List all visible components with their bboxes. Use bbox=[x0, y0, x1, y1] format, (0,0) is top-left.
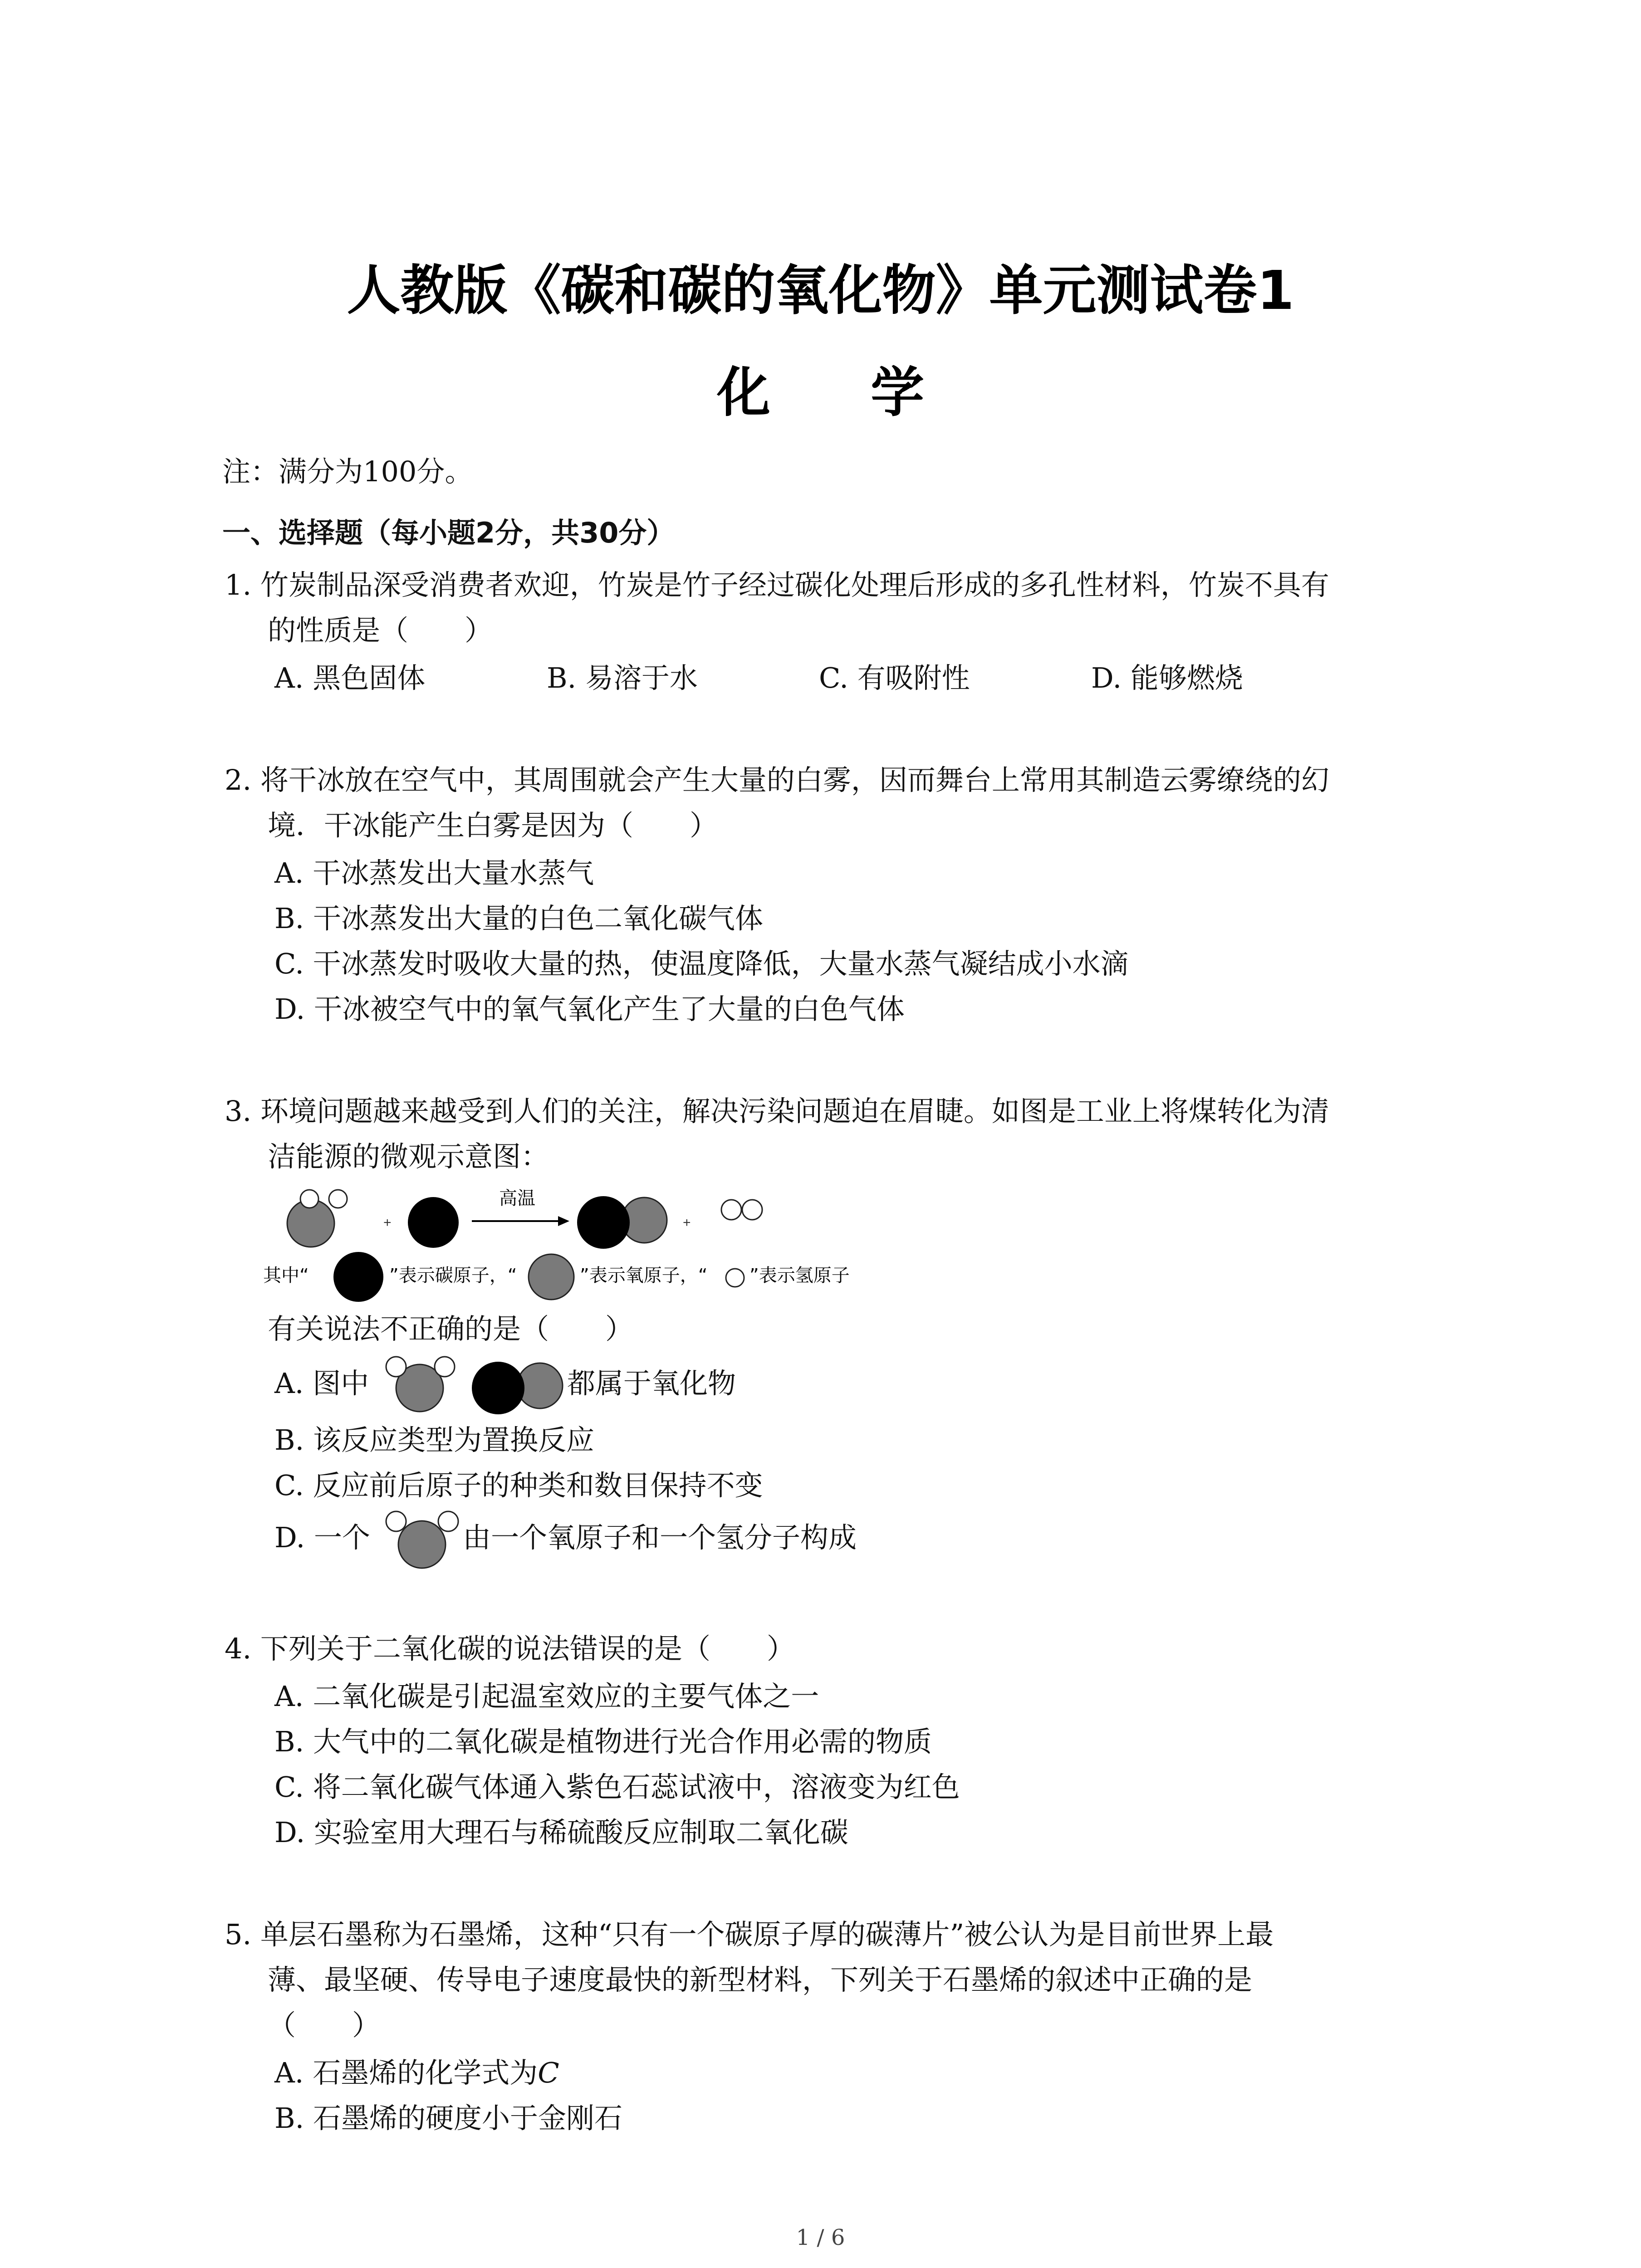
q4-option-d: D. 实验室用大理石与稀硫酸反应制取二氧化碳 bbox=[274, 1816, 848, 1849]
q2-option-c: C. 干冰蒸发时吸收大量的热，使温度降低，大量水蒸气凝结成小水滴 bbox=[274, 947, 1129, 980]
q1-option-c: C. 有吸附性 bbox=[819, 661, 970, 694]
legend-hydrogen-text: ”表示氢原子 bbox=[749, 1265, 850, 1286]
document-title: 人教版《碳和碳的氧化物》单元测试卷1 bbox=[347, 259, 1294, 322]
carbon-atom-icon bbox=[408, 1197, 459, 1248]
legend-prefix: 其中“ bbox=[263, 1265, 309, 1286]
q5-option-a bbox=[274, 2055, 559, 2091]
q5-option-a-formula: C bbox=[538, 2056, 559, 2089]
reaction-diagram bbox=[254, 1177, 889, 1318]
q4-option-b: B. 大气中的二氧化碳是植物进行光合作用必需的物质 bbox=[274, 1725, 932, 1758]
q5-option-b: B. 石墨烯的硬度小于金刚石 bbox=[274, 2102, 622, 2135]
q3-option-d-text: 由一个氧原子和一个氢分子构成 bbox=[463, 1521, 857, 1554]
section-heading: 一、选择题（每小题2分，共30分） bbox=[222, 516, 675, 549]
question-5-line-2: 薄、最坚硬、传导电子速度最快的新型材料，下列关于石墨烯的叙述中正确的是 bbox=[268, 1963, 1253, 1996]
q3-option-c: C. 反应前后原子的种类和数目保持不变 bbox=[274, 1469, 763, 1502]
arrow-condition: 高温 bbox=[499, 1188, 535, 1209]
question-3-line-2: 洁能源的微观示意图： bbox=[268, 1140, 549, 1173]
carbon-monoxide-icon bbox=[577, 1196, 667, 1249]
q2-option-b: B. 干冰蒸发出大量的白色二氧化碳气体 bbox=[274, 902, 763, 935]
legend-oxygen-icon bbox=[529, 1254, 574, 1300]
legend-oxygen-text: ”表示氧原子，“ bbox=[580, 1265, 708, 1286]
question-1-line-1: 1. 竹炭制品深受消费者欢迎，竹炭是竹子经过碳化处理后形成的多孔性材料，竹炭不具有 bbox=[225, 568, 1329, 601]
page-number: 1 / 6 bbox=[796, 2225, 845, 2250]
q3-option-a-molecules bbox=[383, 1349, 569, 1418]
plus-sign-1: + bbox=[383, 1215, 392, 1230]
q3-option-b: B. 该反应类型为置换反应 bbox=[274, 1423, 594, 1457]
water-molecule-icon bbox=[386, 1511, 458, 1568]
question-3-stem: 有关说法不正确的是（ ） bbox=[268, 1312, 634, 1345]
q1-option-d: D. 能够燃烧 bbox=[1091, 661, 1243, 694]
question-4-line-1: 4. 下列关于二氧化碳的说法错误的是（ ） bbox=[225, 1632, 795, 1665]
q2-option-d: D. 干冰被空气中的氧气氧化产生了大量的白色气体 bbox=[274, 992, 905, 1026]
q2-option-a: A. 干冰蒸发出大量水蒸气 bbox=[274, 856, 594, 890]
question-5-line-1: 5. 单层石墨称为石墨烯，这种“只有一个碳原子厚的碳薄片”被公认为是目前世界上最 bbox=[225, 1918, 1274, 1951]
document-subtitle: 化 学 bbox=[716, 361, 965, 424]
legend-hydrogen-icon bbox=[726, 1269, 744, 1287]
q1-option-b: B. 易溶于水 bbox=[547, 661, 698, 694]
question-2-line-2: 境．干冰能产生白雾是因为（ ） bbox=[268, 809, 718, 842]
legend-carbon-text: ”表示碳原子，“ bbox=[389, 1265, 517, 1286]
water-molecule-icon bbox=[386, 1357, 455, 1412]
q4-option-c: C. 将二氧化碳气体通入紫色石蕊试液中，溶液变为红色 bbox=[274, 1770, 960, 1804]
q1-option-a: A. 黑色固体 bbox=[274, 661, 426, 694]
carbon-monoxide-icon bbox=[472, 1362, 563, 1414]
q5-option-a-text: A. 石墨烯的化学式为 bbox=[274, 2056, 538, 2089]
question-1-line-2: 的性质是（ ） bbox=[268, 614, 493, 647]
water-molecule-icon bbox=[287, 1190, 347, 1247]
hydrogen-molecule-icon bbox=[721, 1200, 762, 1220]
q3-option-d-molecule bbox=[381, 1506, 463, 1574]
q3-option-a: A. 图中 bbox=[274, 1367, 369, 1400]
score-note: 注：满分为100分。 bbox=[222, 455, 473, 488]
q3-option-d: D. 一个 bbox=[274, 1521, 370, 1554]
legend-carbon-icon bbox=[333, 1252, 383, 1302]
question-5-line-3: （ ） bbox=[268, 2009, 381, 2042]
q4-option-a: A. 二氧化碳是引起温室效应的主要气体之一 bbox=[274, 1680, 819, 1713]
question-2-line-1: 2. 将干冰放在空气中，其周围就会产生大量的白雾，因而舞台上常用其制造云雾缭绕的幻 bbox=[225, 763, 1329, 797]
q3-option-a-text: 都属于氧化物 bbox=[567, 1367, 736, 1400]
question-3-line-1: 3. 环境问题越来越受到人们的关注，解决污染问题迫在眉睫。如图是工业上将煤转化为清 bbox=[225, 1095, 1329, 1128]
plus-sign-2: + bbox=[683, 1215, 691, 1230]
